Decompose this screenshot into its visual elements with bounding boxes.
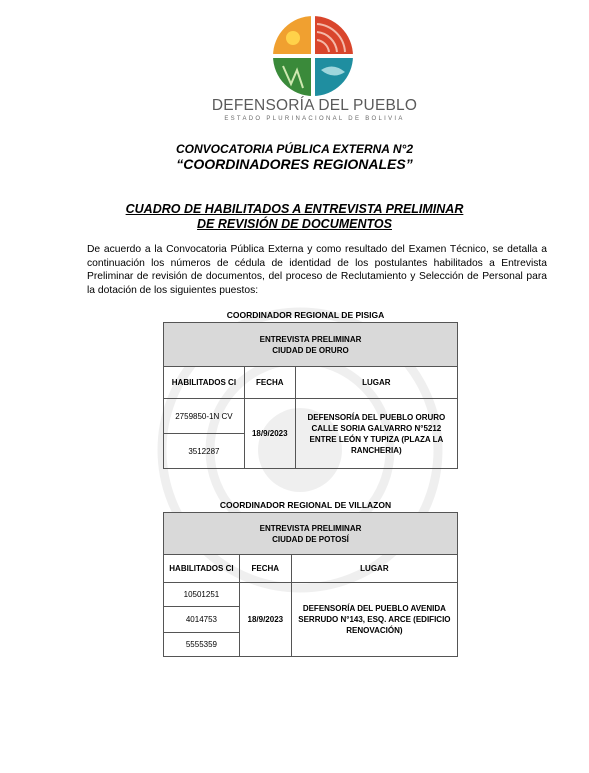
convocatoria-subtitle: “COORDINADORES REGIONALES” <box>176 156 413 172</box>
lugar-cell: DEFENSORÍA DEL PUEBLO AVENIDA SERRUDO N°143, ESQ. ARCE (EDIFICIO RENOVACIÓN) <box>291 583 457 657</box>
fecha-cell: 18/9/2023 <box>239 583 291 657</box>
table-header-line2: CIUDAD DE ORURO <box>272 345 349 355</box>
ci-cell: 10501251 <box>164 583 240 607</box>
table-header-cell <box>164 513 458 555</box>
table-villazon <box>163 512 458 657</box>
table-header-line2: CIUDAD DE POTOSÍ <box>272 534 349 544</box>
cuadro-title <box>0 202 589 231</box>
col-habilitados: HABILITADOS CI <box>164 367 245 399</box>
convocatoria-title: CONVOCATORIA PÚBLICA EXTERNA N°2 <box>175 142 414 156</box>
ci-cell: 2759850-1N CV <box>164 399 245 434</box>
col-lugar: LUGAR <box>295 367 457 399</box>
section-title-villazon: COORDINADOR REGIONAL DE VILLAZON <box>219 500 392 510</box>
col-habilitados: HABILITADOS CI <box>164 555 240 583</box>
table-header-line1: ENTREVISTA PRELIMINAR <box>259 523 362 533</box>
col-lugar: LUGAR <box>291 555 457 583</box>
ci-cell: 4014753 <box>164 607 240 633</box>
cuadro-title-line2: DE REVISIÓN DE DOCUMENTOS <box>197 216 392 231</box>
defensoria-logo <box>271 14 355 98</box>
lugar-cell: DEFENSORÍA DEL PUEBLO ORURO CALLE SORIA GALVARRO N°5212 ENTRE LEÓN Y TUPIZA (PLAZA LA RANCHERIA) <box>295 399 457 469</box>
col-fecha: FECHA <box>239 555 291 583</box>
table-header-line1: ENTREVISTA PRELIMINAR <box>259 334 362 344</box>
org-subtitle: ESTADO PLURINACIONAL DE BOLIVIA <box>224 116 405 122</box>
intro-paragraph: De acuerdo a la Convocatoria Pública Externa y como resultado del Examen Técnico, se detalla a continuación los números de cédula de identidad de los postulantes habilitados a Entrevista Preliminar de revisión de documentos, del proceso de Reclutamiento y Selección de Personal para la dotación de los siguientes puestos: <box>87 244 547 296</box>
ci-cell: 3512287 <box>164 434 245 469</box>
col-fecha: FECHA <box>244 367 295 399</box>
table-pisiga <box>163 322 458 469</box>
table-header-cell <box>164 323 458 367</box>
ci-cell: 5555359 <box>164 633 240 657</box>
org-name: DEFENSORÍA DEL PUEBLO <box>211 97 418 114</box>
cuadro-title-line1: CUADRO DE HABILITADOS A ENTREVISTA PRELIMINAR <box>125 202 464 216</box>
section-title-pisiga: COORDINADOR REGIONAL DE PISIGA <box>226 310 385 320</box>
fecha-cell: 18/9/2023 <box>244 399 295 469</box>
